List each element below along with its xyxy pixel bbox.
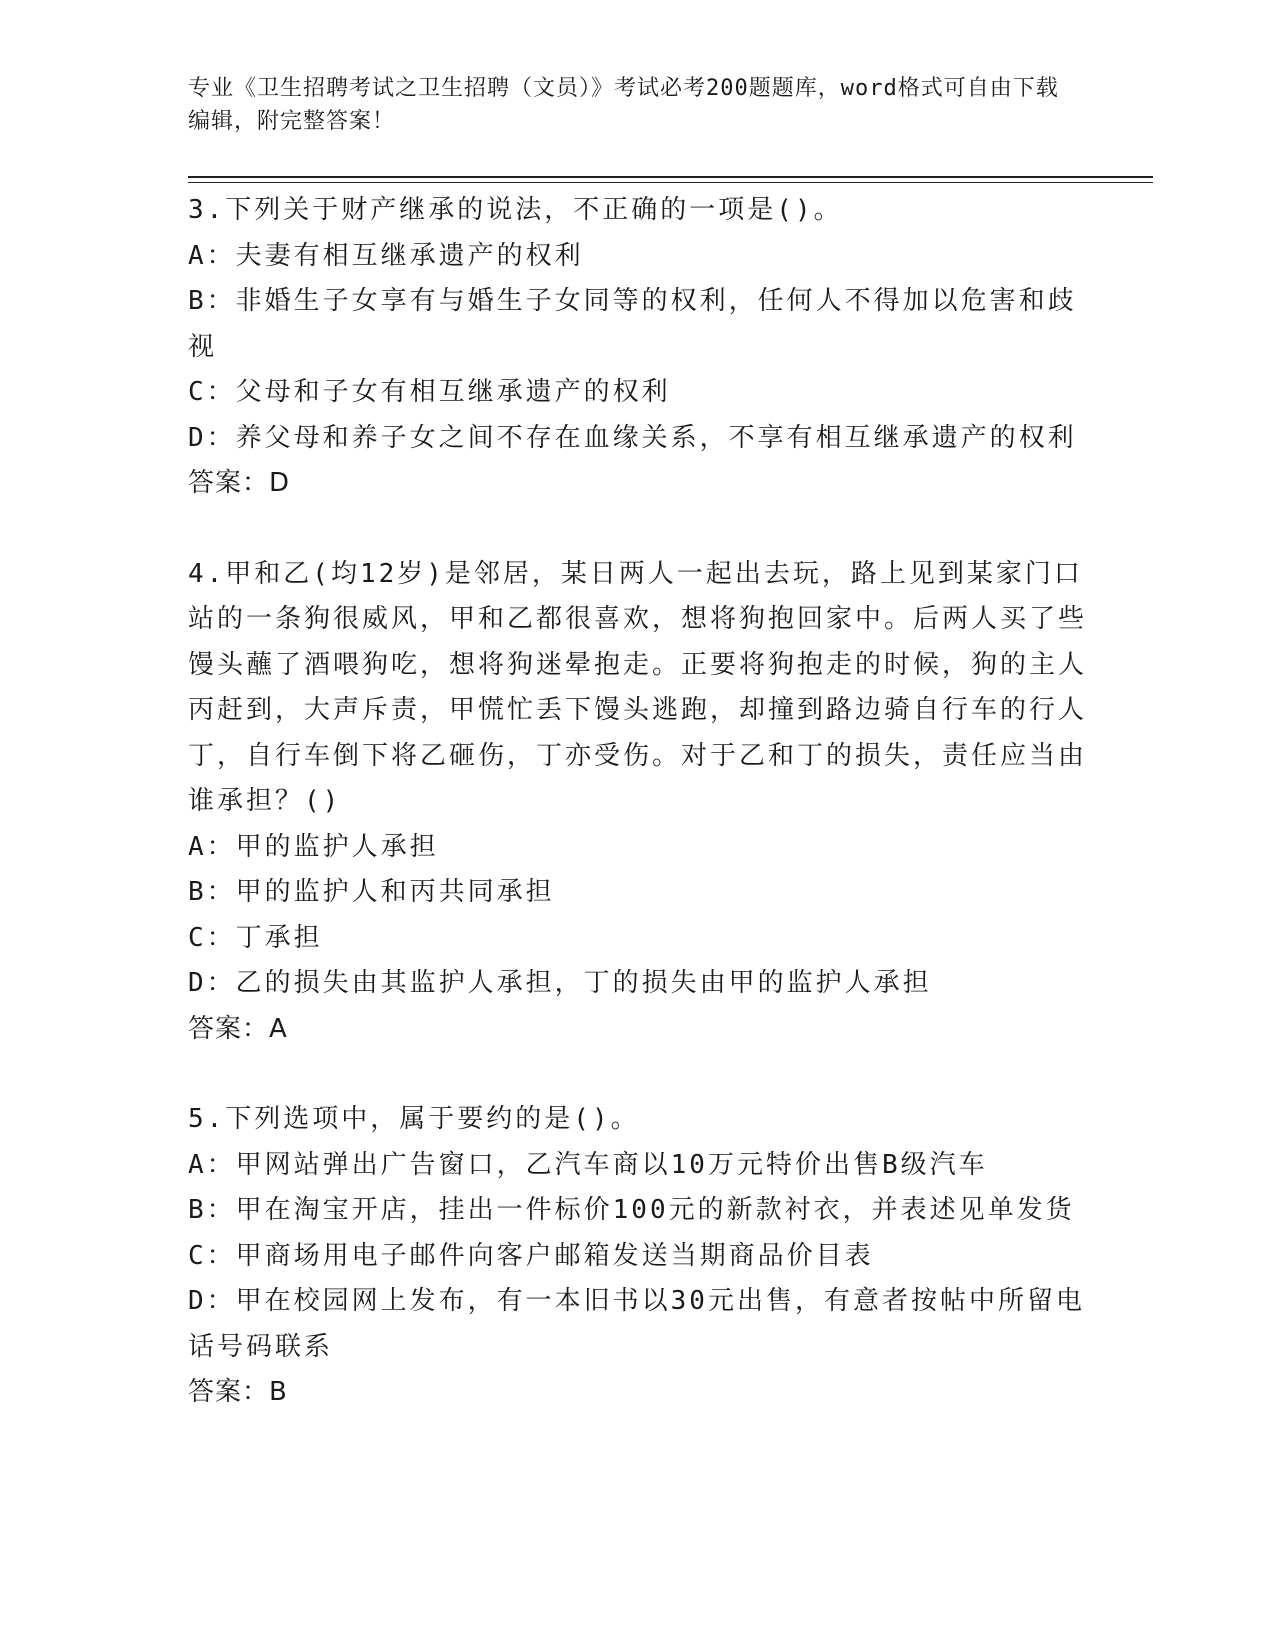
option-a: A：甲网站弹出广告窗口，乙汽车商以10万元特价出售B级汽车 [188, 1149, 988, 1180]
option-d: D：养父母和养子女之间不存在血缘关系，不享有相互继承遗产的权利 [188, 422, 1077, 453]
option-c: C：丁承担 [188, 922, 323, 953]
question-block [188, 188, 1088, 507]
option-b: B：非婚生子女享有与婚生子女同等的权利，任何人不得加以危害和歧视 [188, 286, 1077, 362]
header-rule-thin [188, 182, 1153, 183]
option-b: B：甲在淘宝开店，挂出一件标价100元的新款衬衣，并表述见单发货 [188, 1195, 1075, 1225]
question-stem: 3.下列关于财产继承的说法，不正确的一项是()。 [188, 195, 843, 225]
option-b: B：甲的监护人和丙共同承担 [188, 877, 555, 907]
question-list [188, 188, 1088, 1416]
option-c: C：父母和子女有相互继承遗产的权利 [188, 377, 671, 407]
question-stem: 4.甲和乙(均12岁)是邻居，某日两人一起出去玩，路上见到某家门口站的一条狗很威风，甲和乙都很喜欢，想将狗抱回家中。后两人买了些馒头蘸了酒喂狗吃，想将狗迷晕抱走。正要将狗抱走的时候，狗的主人丙赶到，大声斥责，甲慌忙丢下馒头逃跑，却撞到路边骑自行车的行人丁，自行车倒下将乙砸伤，丁亦受伤。对于乙和丁的损失，责任应当由谁承担？() [188, 558, 1088, 816]
question-block [188, 552, 1088, 1053]
document-header: 专业《卫生招聘考试之卫生招聘（文员）》考试必考200题题库，word格式可自由下载编辑，附完整答案！ [188, 76, 1059, 134]
answer-line: 答案：A [188, 1013, 288, 1044]
option-a: A：甲的监护人承担 [188, 831, 439, 862]
answer-line: 答案：B [188, 1377, 288, 1407]
question-stem: 5.下列选项中，属于要约的是()。 [188, 1104, 640, 1134]
option-d: D：乙的损失由其监护人承担，丁的损失由甲的监护人承担 [188, 968, 932, 998]
spacer [188, 507, 1088, 552]
question-block [188, 1097, 1088, 1416]
option-a: A：夫妻有相互继承遗产的权利 [188, 240, 584, 271]
answer-line: 答案：D [188, 468, 291, 498]
option-d: D：甲在校园网上发布，有一本旧书以30元出售，有意者按帖中所留电话号码联系 [188, 1286, 1085, 1362]
header-rule-thick [188, 176, 1153, 178]
spacer [188, 1052, 1088, 1097]
option-c: C：甲商场用电子邮件向客户邮箱发送当期商品价目表 [188, 1240, 874, 1271]
